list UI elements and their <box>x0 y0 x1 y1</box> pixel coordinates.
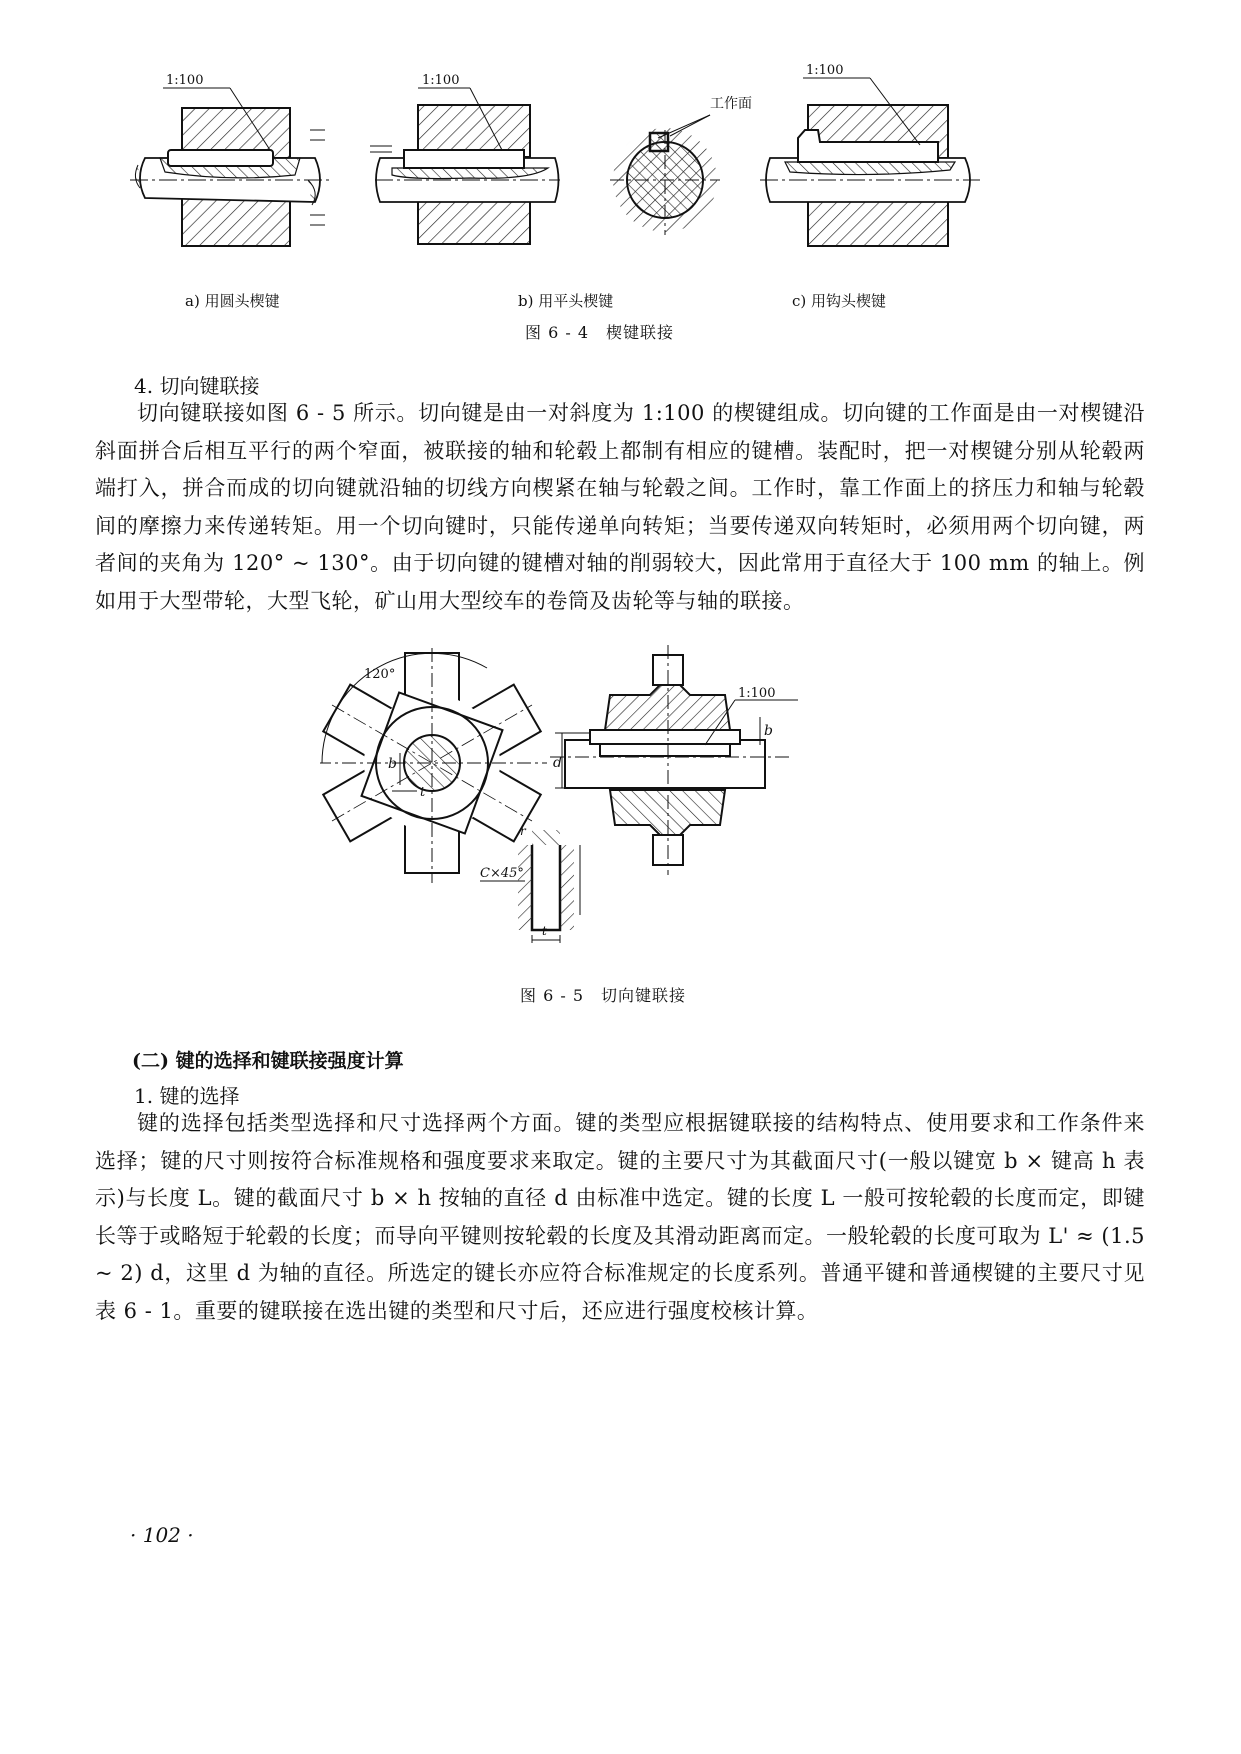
section-2-subheading: 1. 键的选择 <box>134 1084 240 1108</box>
hub-front-view <box>320 648 547 883</box>
section-4-heading: 4. 切向键联接 <box>134 374 260 398</box>
keyway-detail <box>480 824 580 943</box>
section-2-paragraph: 键的选择包括类型选择和尺寸选择两个方面。键的类型应根据键联接的结构特点、使用要求和工作条件来选择；键的尺寸则按符合标准规格和强度要求来取定。键的主要尺寸为其截面尺寸(一般以键宽 b × 键高 h 表示)与长度 L。键的截面尺寸 b × h 按轴的直径 d 由标准中选定。键的长度 L 一般可按轮毂的长度而定，即键长等于或略短于轮毂的长度；而导向平键则按轮毂的长度及其滑动距离而定。一般轮毂的长度可取为 L' ≈ (1.5 ~ 2) d，这里 d 为轴的直径。所选定的键长亦应符合标准规定的长度系列。普通平键和普通楔键的主要尺寸见表 6 - 1。重要的键联接在选出键的类型和尺寸后，还应进行强度校核计算。 <box>95 1111 1145 1323</box>
subcaption-a: a) 用圆头楔键 <box>185 292 280 310</box>
diagram-cross-section <box>610 96 752 235</box>
subcaption-b: b) 用平头楔键 <box>518 292 614 310</box>
dim-d-label: d <box>553 755 562 771</box>
work-face-label: 工作面 <box>710 96 752 112</box>
page-number: · 102 · <box>130 1523 194 1547</box>
figure-6-4 <box>130 60 1090 280</box>
hub-section-view <box>550 645 798 875</box>
figure-6-5 <box>320 645 820 945</box>
slope-label-a: 1:100 <box>166 73 204 88</box>
diagram-c-gib-head-key <box>760 63 980 246</box>
dim-b-label-front: b <box>388 756 397 772</box>
dim-r-label: r <box>520 824 526 838</box>
angle-label: 120° <box>364 667 396 682</box>
subcaption-c: c) 用钩头楔键 <box>792 292 887 310</box>
dim-t-label-front: t <box>420 785 426 800</box>
slope-label-b: 1:100 <box>422 73 460 88</box>
chamfer-label: C×45° <box>480 866 524 881</box>
figure-6-4-caption: 图 6 - 4 楔键联接 <box>525 323 675 342</box>
diagram-a-round-head-key <box>130 73 330 246</box>
slope-label-c: 1:100 <box>806 63 844 78</box>
section-4-paragraph: 切向键联接如图 6 - 5 所示。切向键是由一对斜度为 1:100 的楔键组成。切向键的工作面是由一对楔键沿斜面拼合后相互平行的两个窄面，被联接的轴和轮毂上都制有相应的键槽。装配时，把一对楔键分别从轮毂两端打入，拼合而成的切向键就沿轴的切线方向楔紧在轴与轮毂之间。工作时，靠工作面上的挤压力和轴与轮毂间的摩擦力来传递转矩。用一个切向键时，只能传递单向转矩；当要传递双向转矩时，必须用两个切向键，两者间的夹角为 120° ~ 130°。由于切向键的键槽对轴的削弱较大，因此常用于直径大于 100 mm 的轴上。例如用于大型带轮，大型飞轮，矿山用大型绞车的卷筒及齿轮等与轴的联接。 <box>95 401 1145 613</box>
figure-6-5-caption: 图 6 - 5 切向键联接 <box>520 986 687 1005</box>
section-2-heading: (二) 键的选择和键联接强度计算 <box>132 1050 404 1072</box>
dim-b-label-side: b <box>764 723 773 739</box>
dim-t-label-detail: t <box>542 924 547 938</box>
diagram-b-flat-head-key <box>370 73 560 244</box>
slope-label-6-5: 1:100 <box>738 686 776 701</box>
